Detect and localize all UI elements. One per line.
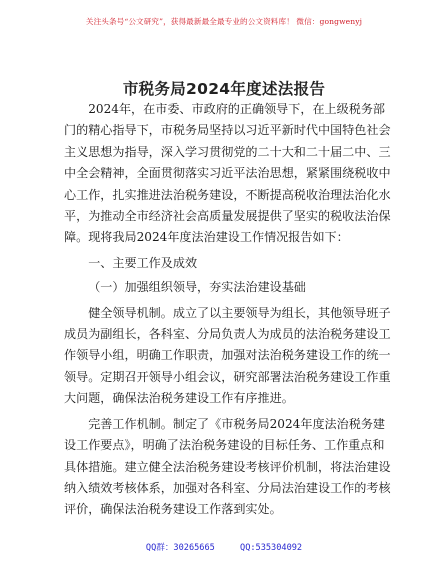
text-line: 完善工作机制。制定了《市税务局2024年度法治税务建 xyxy=(88,416,386,431)
text-line: 大问题，确保法治税务建设工作有序推进。 xyxy=(64,391,294,406)
text-line: 纳入绩效考核体系，加强对各科室、分局法治建设工作的考核 xyxy=(64,480,391,495)
section-heading-paragraph xyxy=(64,253,394,274)
text-line: 健全领导机制。成立了以主要领导为组长，其他领导班子 xyxy=(88,305,391,320)
text-line: 主义思想为指导，深入学习贯彻党的二十大和二十届二中、三 xyxy=(64,144,391,159)
text-line: 中全会精神，全面贯彻落实习近平法治思想，紧紧围绕税收中 xyxy=(64,166,391,181)
footer-qq-group: QQ群：30265665 xyxy=(145,543,215,553)
promo-banner: 关注头条号“公文研究”，获得最新最全最专业的公文资料库！ 微信：gongwenyj xyxy=(85,17,363,26)
text-line: 作领导小组，明确工作职责，加强对法治税务建设工作的统一 xyxy=(64,348,391,363)
section-heading: 一、主要工作及成效 xyxy=(88,255,198,270)
footer-qq: QQ:535304092 xyxy=(240,543,303,553)
footer-contact xyxy=(0,541,448,553)
text-line: 门的精心指导下，市税务局坚持以习近平新时代中国特色社会 xyxy=(64,123,391,138)
document-title: 市税务局2024年度述法报告 xyxy=(122,80,326,98)
text-line: 成员为副组长，各科室、分局负责人为成员的法治税务建设工 xyxy=(64,327,391,342)
text-line: 障。现将我局2024年度法治建设工作情况报告如下： xyxy=(64,230,349,245)
text-line: 2024年，在市委、市政府的正确领导下，在上级税务部 xyxy=(88,102,386,116)
intro-paragraph xyxy=(64,99,394,249)
text-line: 心工作，扎实推进法治税务建设，不断提高税收治理法治化水 xyxy=(64,187,391,202)
text-line: 设工作要点》，明确了法治税务建设的目标任务、工作重点和 xyxy=(64,438,385,453)
text-line: 平，为推动全市经济社会高质量发展提供了坚实的税收法治保 xyxy=(64,209,391,224)
subsection-heading: （一）加强组织领导，夯实法治建设基础 xyxy=(88,280,306,295)
document-body xyxy=(64,99,394,521)
text-line: 具体措施。建立健全法治税务建设考核评价机制，将法治建设 xyxy=(64,459,391,474)
text-line: 评价，确保法治税务建设工作落到实处。 xyxy=(64,502,282,517)
body-paragraph xyxy=(64,414,394,521)
text-line: 领导。定期召开领导小组会议，研究部署法治税务建设工作重 xyxy=(64,369,391,384)
subsection-heading-paragraph xyxy=(64,277,394,298)
body-paragraph xyxy=(64,303,394,410)
